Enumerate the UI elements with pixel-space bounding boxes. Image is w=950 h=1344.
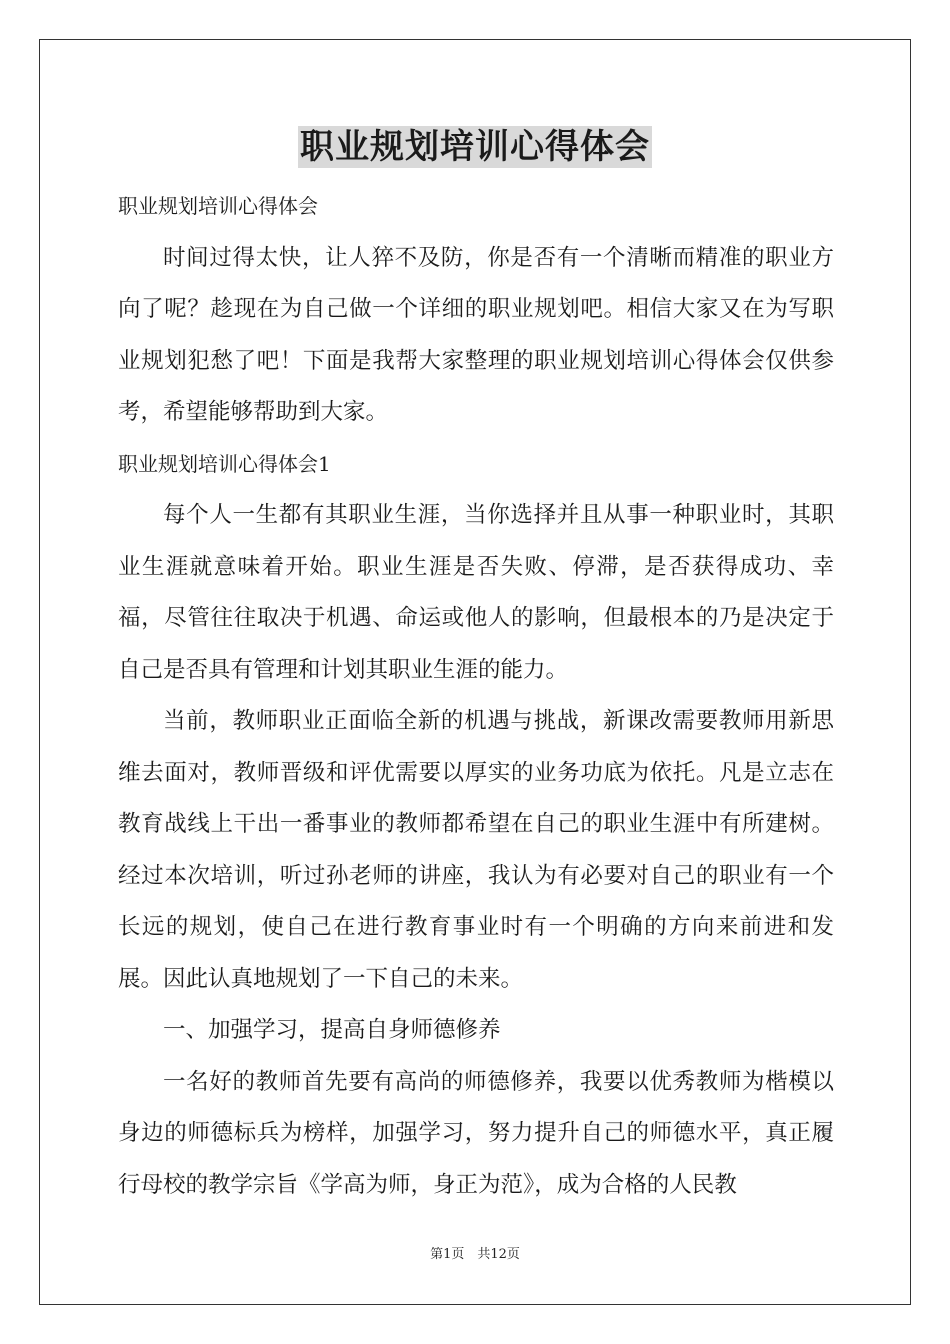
body-paragraph: 一名好的教师首先要有高尚的师德修养，我要以优秀教师为楷模以身边的师德标兵为榜样，加强学习，努力提升自己的师德水平，真正履行母校的教学宗旨《学高为师，身正为范》，成为合格的人民教 <box>118 1068 834 1198</box>
document-body <box>118 181 834 1211</box>
intro-paragraph: 时间过得太快，让人猝不及防，你是否有一个清晰而精准的职业方向了呢？趁现在为自己做一个详细的职业规划吧。相信大家又在为写职业规划犯愁了吧！下面是我帮大家整理的职业规划培训心得体会仅供参考，希望能够帮助到大家。 <box>118 244 834 425</box>
document-title: 职业规划培训心得体会 <box>300 127 650 167</box>
title-container <box>0 126 950 168</box>
page-number: 第1页 共12页 <box>430 1247 520 1262</box>
body-paragraph: 当前，教师职业正面临全新的机遇与挑战，新课改需要教师用新思维去面对，教师晋级和评优需要以厚实的业务功底为依托。凡是立志在教育战线上干出一番事业的教师都希望在自己的职业生涯中有所建树。经过本次培训，听过孙老师的讲座，我认为有必要对自己的职业有一个长远的规划，使自己在进行教育事业时有一个明确的方向来前进和发展。因此认真地规划了一下自己的未来。 <box>118 708 834 992</box>
body-paragraph: 每个人一生都有其职业生涯，当你选择并且从事一种职业时，其职业生涯就意味着开始。职业生涯是否失败、停滞，是否获得成功、幸福，尽管往往取决于机遇、命运或他人的影响，但最根本的乃是决定于自己是否具有管理和计划其职业生涯的能力。 <box>118 502 834 683</box>
document-subtitle: 职业规划培训心得体会 <box>118 194 318 218</box>
section-heading: 职业规划培训心得体会1 <box>118 451 331 476</box>
subheading-paragraph: 一、加强学习，提高自身师德修养 <box>163 1017 501 1043</box>
